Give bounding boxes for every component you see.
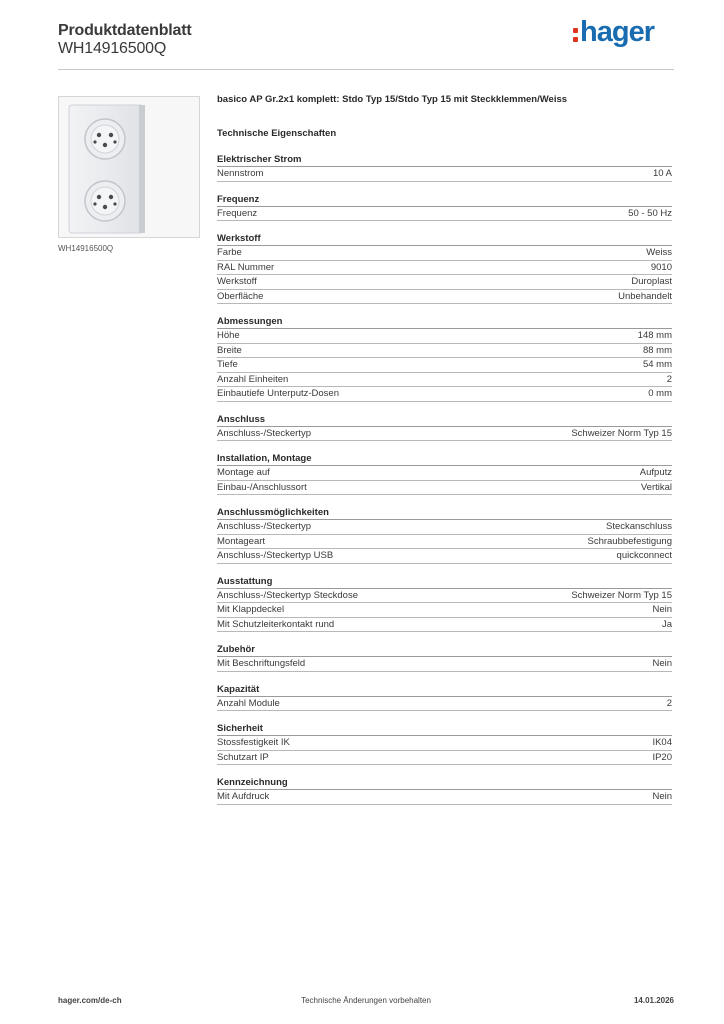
property-value: Nein [652, 658, 672, 669]
property-section [217, 414, 672, 442]
property-label: Anzahl Module [217, 697, 280, 709]
property-value: Weiss [646, 247, 672, 258]
property-row [217, 329, 672, 344]
property-label: Höhe [217, 330, 240, 341]
section-title: Werkstoff [217, 233, 672, 246]
socket-outlet-icon [59, 97, 199, 237]
property-row [217, 387, 672, 402]
property-value: Steckanschluss [605, 521, 672, 532]
section-title: Kennzeichnung [217, 777, 672, 790]
section-title: Installation, Montage [217, 453, 672, 466]
property-row [217, 790, 672, 805]
property-value: Aufputz [639, 467, 672, 478]
page-title: Produktdatenblatt [58, 22, 192, 39]
property-row [217, 697, 672, 712]
property-row [217, 736, 672, 751]
property-label: Montage auf [217, 467, 270, 478]
property-row [217, 261, 672, 276]
property-value: Nein [652, 791, 672, 802]
property-row [217, 603, 672, 618]
property-row [217, 520, 672, 535]
property-value: 2 [666, 373, 672, 385]
property-label: Nennstrom [217, 168, 264, 179]
property-section [217, 507, 672, 564]
property-section [217, 723, 672, 765]
property-label: Anschluss-/Steckertyp Steckdose [217, 589, 358, 601]
product-number: WH14916500Q [58, 40, 167, 57]
property-label: Werkstoff [217, 276, 257, 287]
property-value: Ja [661, 618, 672, 630]
property-section [217, 684, 672, 712]
property-label: Einbau-/Anschlussort [217, 481, 307, 493]
property-label: Anschluss-/Steckertyp [217, 521, 311, 532]
product-content [217, 94, 672, 805]
property-value: 9010 [650, 261, 672, 273]
property-label: Anzahl Einheiten [217, 373, 289, 385]
property-section [217, 453, 672, 495]
section-title: Ausstattung [217, 576, 672, 589]
property-value: Schweizer Norm Typ 15 [571, 427, 672, 439]
property-row [217, 589, 672, 604]
property-value: Nein [652, 604, 672, 615]
property-value: IK04 [652, 737, 672, 748]
property-value: 148 mm [637, 330, 672, 341]
property-section [217, 576, 672, 633]
property-row [217, 427, 672, 442]
section-title: Abmessungen [217, 316, 672, 329]
property-value: 50 - 50 Hz [628, 207, 672, 219]
property-row [217, 290, 672, 305]
property-label: Oberfläche [217, 290, 264, 302]
property-label: Einbautiefe Unterputz-Dosen [217, 388, 339, 399]
property-label: Anschluss-/Steckertyp [217, 427, 311, 439]
image-caption: WH14916500Q [58, 244, 114, 253]
property-label: Farbe [217, 247, 242, 258]
property-label: Frequenz [217, 207, 258, 219]
document-header [58, 16, 674, 70]
property-section [217, 316, 672, 402]
property-value: 10 A [652, 168, 672, 179]
hager-logo [573, 16, 654, 49]
property-value: IP20 [652, 751, 672, 763]
property-sections [217, 154, 672, 805]
property-value: 2 [666, 697, 672, 709]
section-title: Sicherheit [217, 723, 672, 736]
property-row [217, 373, 672, 388]
property-row [217, 657, 672, 672]
section-title: Frequenz [217, 194, 672, 207]
property-value: Vertikal [640, 481, 672, 493]
property-label: Anschluss-/Steckertyp USB [217, 550, 334, 561]
property-label: Stossfestigkeit IK [217, 737, 290, 748]
property-row [217, 535, 672, 550]
property-label: Schutzart IP [217, 751, 269, 763]
property-row [217, 618, 672, 633]
property-label: Montageart [217, 535, 266, 547]
property-label: Mit Aufdruck [217, 791, 270, 802]
logo-dots-icon [573, 28, 578, 42]
property-row [217, 358, 672, 373]
property-section [217, 233, 672, 304]
property-row [217, 275, 672, 290]
tech-properties-heading: Technische Eigenschaften [217, 128, 337, 139]
section-title: Anschlussmöglichkeiten [217, 507, 672, 520]
product-image [58, 96, 200, 238]
footer-website: hager.com/de-ch [58, 996, 122, 1005]
property-row [217, 207, 672, 222]
property-value: quickconnect [616, 550, 672, 561]
property-value: 0 mm [648, 388, 672, 399]
property-label: Breite [217, 344, 242, 356]
footer-date: 14.01.2026 [633, 996, 674, 1005]
property-label: Mit Beschriftungsfeld [217, 658, 306, 669]
property-row [217, 344, 672, 359]
property-label: RAL Nummer [217, 261, 275, 273]
property-label: Mit Schutzleiterkontakt rund [217, 618, 335, 630]
section-title: Kapazität [217, 684, 672, 697]
property-value: Schraubbefestigung [587, 535, 672, 547]
property-section [217, 154, 672, 182]
property-row [217, 751, 672, 766]
property-row [217, 246, 672, 261]
property-value: 88 mm [642, 344, 672, 356]
section-title: Zubehör [217, 644, 672, 657]
property-section [217, 777, 672, 805]
property-row [217, 481, 672, 496]
section-title: Elektrischer Strom [217, 154, 672, 167]
property-label: Mit Klappdeckel [217, 604, 285, 615]
logo-text: hager [580, 16, 654, 48]
property-row [217, 549, 672, 564]
property-value: Unbehandelt [618, 290, 672, 302]
property-label: Tiefe [217, 359, 238, 370]
property-section [217, 194, 672, 222]
property-value: Schweizer Norm Typ 15 [571, 589, 672, 601]
product-description: basico AP Gr.2x1 komplett: Stdo Typ 15/Stdo Typ 15 mit Steckklemmen/Weiss [217, 94, 568, 105]
property-section [217, 644, 672, 672]
section-title: Anschluss [217, 414, 672, 427]
property-row [217, 466, 672, 481]
property-value: Duroplast [631, 276, 672, 287]
property-row [217, 167, 672, 182]
property-value: 54 mm [642, 359, 672, 370]
footer-notice: Technische Änderungen vorbehalten [301, 996, 431, 1005]
